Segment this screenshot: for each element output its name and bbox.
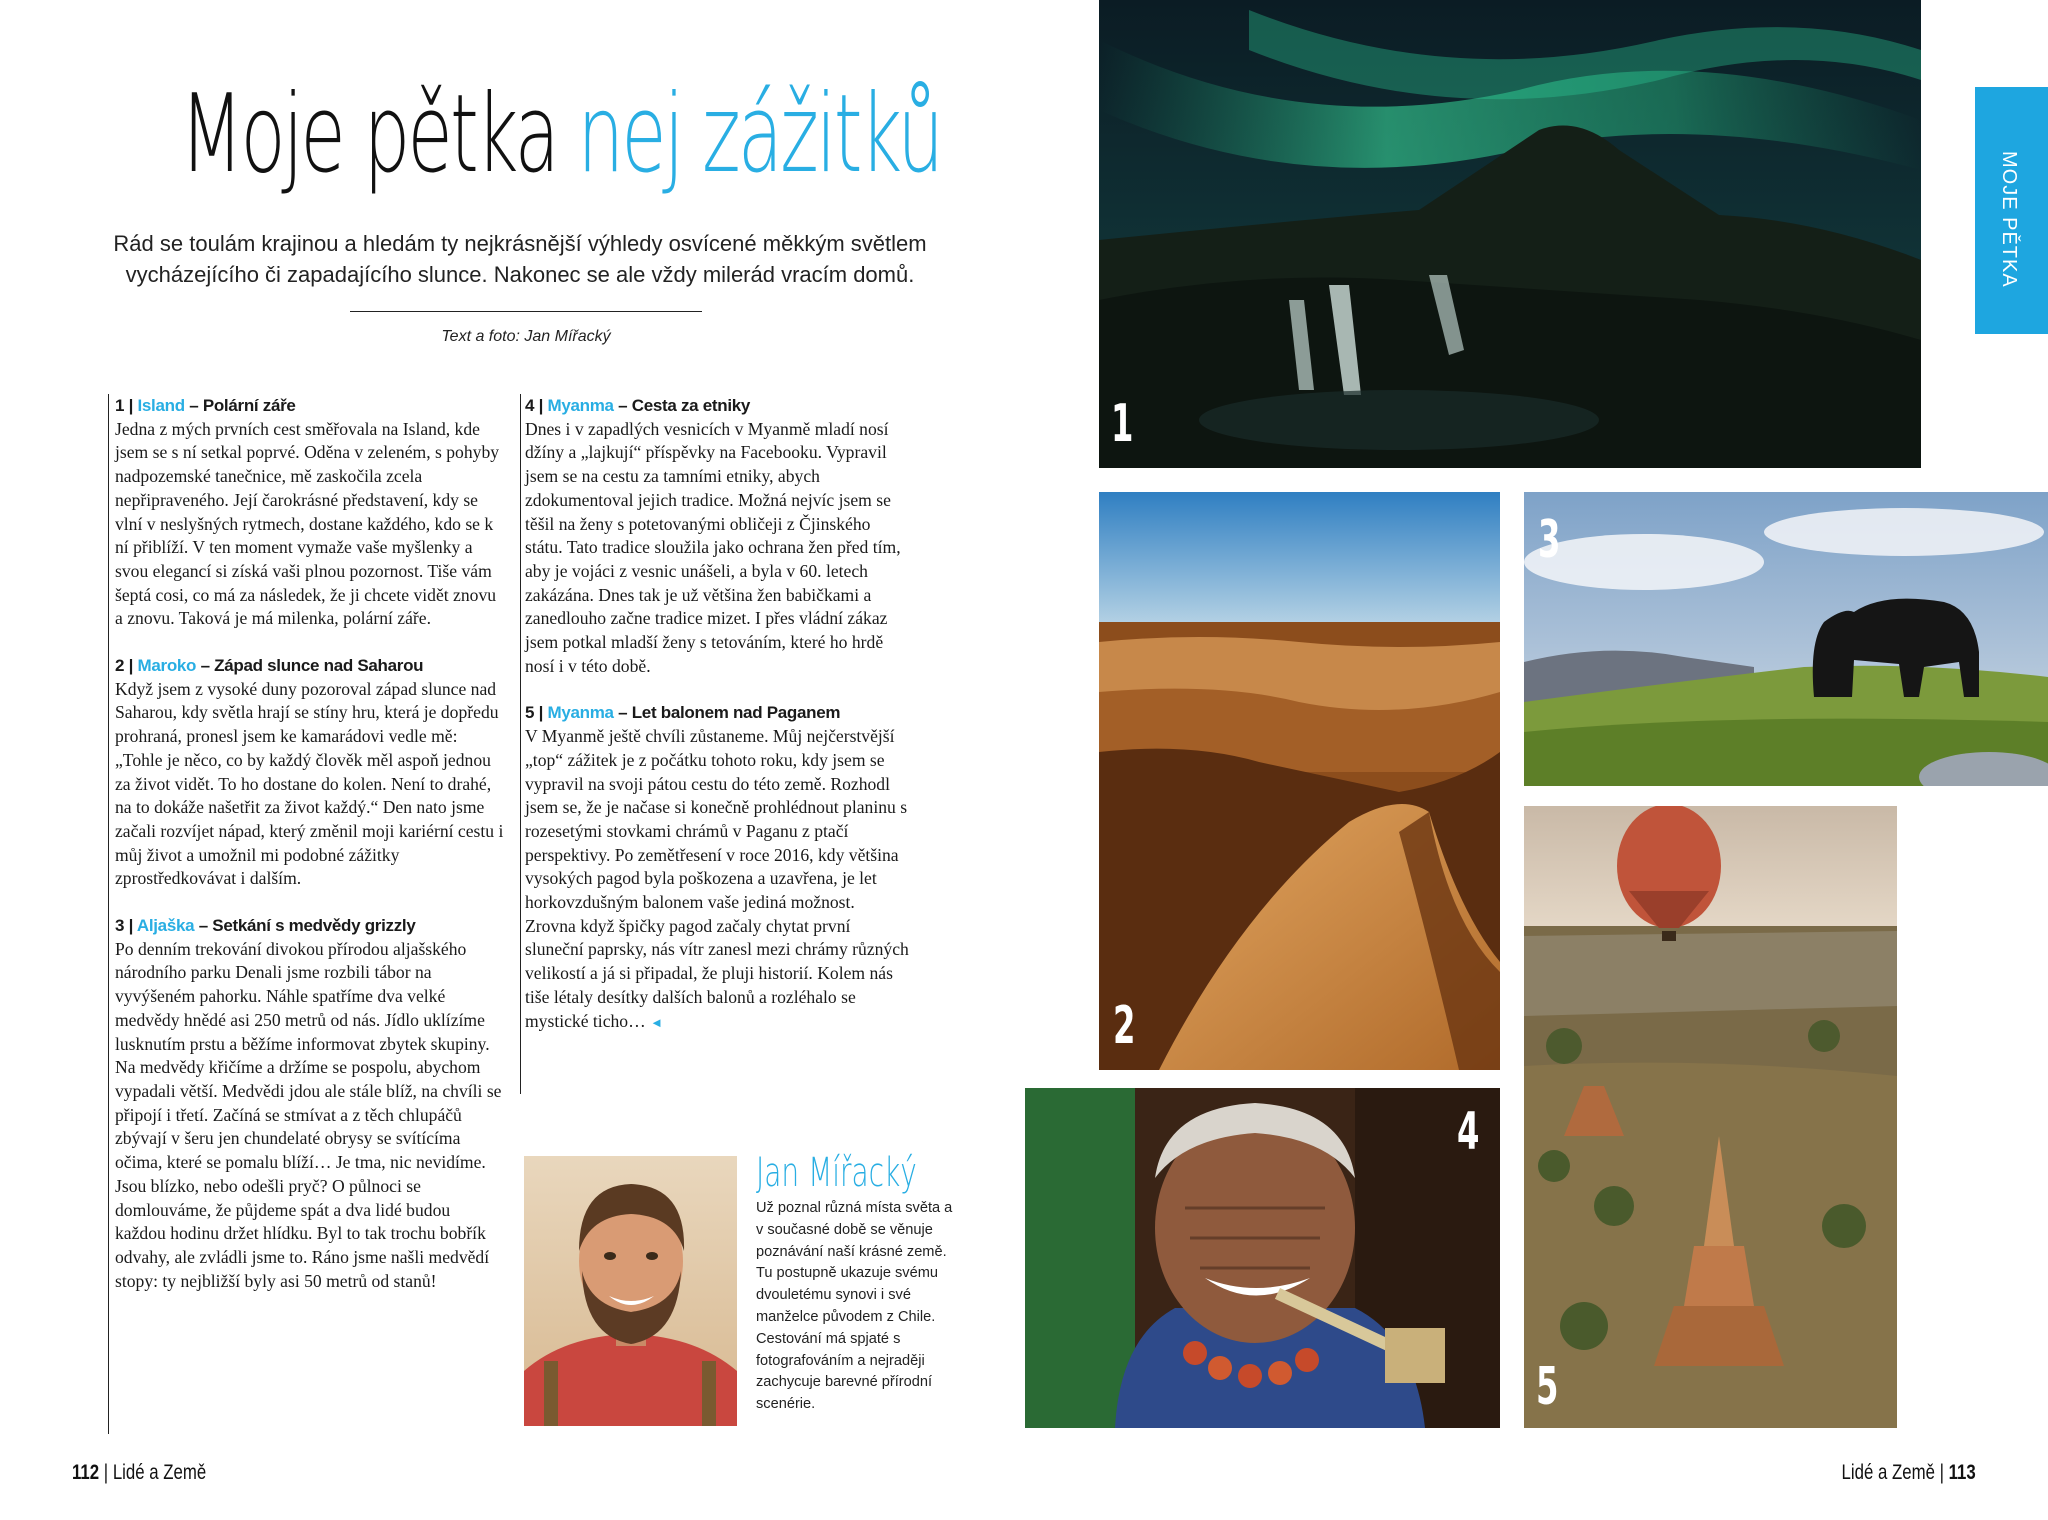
photo-number: 3 [1538, 510, 1561, 570]
section-number: 1 | [115, 396, 134, 415]
photo-sahara [1099, 492, 1500, 1070]
end-mark-icon: ◄ [650, 1014, 663, 1030]
author-portrait [524, 1156, 737, 1426]
divider [350, 311, 702, 312]
section-body: Po denním trekování divokou přírodou aljašského národního parku Denali jsme rozbili tábor na vyvýšeném pahorku. Náhle spatříme dva velké medvědy hnědé asi 250 metrů od nás. Jídlo uklízíme lusknutím prstu a běžíme informovat zbytek skupiny. Na medvědy křičíme a držíme se pospolu, abychom vypadali větší. Medvědi jdou ale stále blíž, na chvíli se připojí i třetí. Začíná se stmívat a z těch chlupáčů zbývají v šeru jen chundelaté obrysy se svítícíma očima, které se pomalu blíží… Je tma, nic nevidíme. Jsou blízko, nebo odešli pryč? O půlnoci se domlouváme, že půjdeme spát a dva lidé budou každou hodinu držet hlídku. Byl to tak trochu bobřík odvahy, ale zvládli jsme to. Ráno jsme našli medvědí stopy: ty nejbližší byly asi 50 metrů od stanů! [115, 938, 502, 1291]
section-country: Maroko [137, 656, 197, 676]
section-title: – Západ slunce nad Saharou [196, 656, 424, 676]
section-heading [115, 654, 505, 678]
section-body [525, 725, 910, 1034]
page-title [180, 70, 942, 200]
section-2 [115, 654, 505, 891]
section-heading [525, 701, 910, 725]
page-number-right: 113 [1948, 1461, 1976, 1484]
section-tab-label: MOJE PĚTKA [1998, 151, 2020, 288]
section-3 [115, 914, 505, 1293]
author-name: Jan Mířacký [756, 1150, 917, 1196]
lead-paragraph: Rád se toulám krajinou a hledám ty nejkrásnější výhledy osvícené měkkým světlem vycházejícího či zapadajícího slunce. Nakonec se ale vždy milerád vracím domů. [113, 231, 927, 287]
text-column-left [108, 394, 505, 1434]
section-body: Když jsem z vysoké duny pozoroval západ slunce nad Saharou, kdy světla hrají se stíny hru, která je dopředu prohraná, pronesl jsem ke kamarádovi vedle mě: „Tohle je něco, co by každý člověk měl aspoň jednou za život vidět. To ho dostane do kolen. Není to drahé, na to dokáže našetřit za život každý.“ Den nato jsme začali rozvíjet nápad, který změnil moji kariérní cestu i můj život a umožnil mi podobné zážitky zprostředkovávat i dalším. [115, 678, 504, 889]
section-4 [525, 394, 910, 678]
section-number: 2 | [115, 656, 134, 676]
section-number: 4 | [525, 396, 544, 415]
title-main: Moje pětka [180, 72, 557, 197]
section-number: 3 | [115, 916, 134, 936]
photo-aurora [1099, 0, 1921, 468]
footer-left [72, 1461, 206, 1485]
section-title: – Polární záře [184, 396, 296, 415]
photo-bear [1524, 492, 2048, 786]
section-title: – Setkání s medvědy grizzly [194, 916, 416, 936]
section-heading [115, 914, 505, 938]
section-country: Island [137, 396, 185, 415]
section-title: – Let balonem nad Paganem [613, 703, 841, 723]
section-country: Myanma [547, 396, 614, 415]
magazine-name-left: Lidé a Země [112, 1461, 207, 1484]
photo-number: 1 [1111, 394, 1134, 454]
photo-tattooed-woman [1025, 1088, 1500, 1428]
section-body: Dnes i v zapadlých vesnicích v Myanmě mladí nosí džíny a „lajkují“ příspěvky na Facebooku. Vypravil jsem se na cestu za tamními etniky, abych zdokumentoval jejich tradice. Možná nejvíc jsem se těšil na ženy s potetovanými obličeji z Čjinského státu. Tato tradice sloužila jako ochrana žen před tím, aby je vojáci z vesnic unášeli, a byla v 60. letech zakázána. Dnes tak je už většina žen babičkami a zanedlouho začne tradice mizet. I přes vládní zákaz jsem potkal mladší ženy s tetováním, které ho hrdě nosí i v této době. [525, 418, 901, 676]
section-1 [115, 394, 505, 631]
section-title: – Cesta za etniky [613, 396, 751, 415]
section-body: Jedna z mých prvních cest směřovala na Island, kde jsem se s ní setkal poprvé. Oděna v zeleném, s pohyby nadpozemské tanečnice, mě zaskočila zcela nepřipraveného. Její čarokrásné představení, kdy se vlní v neslyšných rytmech, dostane každého, kdo se k ní přiblíží. V ten moment vymaže vaše myšlenky a svou elegancí si získá vaši plnou pozornost. Tiše vám šeptá cosi, co má za následek, že ji chcete vidět znovu a znovu. Taková je má milenka, polární záře. [115, 418, 500, 629]
text-column-right [520, 394, 910, 1094]
section-5 [525, 701, 910, 1034]
section-country: Aljaška [136, 916, 195, 936]
photo-number: 5 [1536, 1357, 1559, 1417]
byline: Text a foto: Jan Mířacký [441, 328, 611, 345]
section-tab [1975, 87, 2048, 334]
page-number-left: 112 [72, 1461, 100, 1484]
footer-separator: | [1935, 1461, 1949, 1484]
title-accent: nej zážitků [577, 72, 942, 197]
section-heading [115, 394, 505, 418]
magazine-name-right: Lidé a Země [1841, 1461, 1936, 1484]
section-heading [525, 394, 910, 418]
section-country: Myanma [547, 703, 614, 723]
section-body-text: V Myanmě ještě chvíli zůstaneme. Můj nejčerstvější „top“ zážitek je z počátku tohoto roku, kdy jsem se vypravil na svoji pátou cestu do této země. Rozhodl jsem se, že je načase si konečně prohlédnout planinu s rozesetými stovkami chrámů v Paganu z ptačí perspektivy. Po zemětřesení v roce 2016, kdy většina vysokých pagod byla poškozena a uzavřena, je let horkovzdušným balonem vaše jediná možnost. Zrovna když špičky pagod začaly chytat první sluneční paprsky, nás vítr zanesl mezi chrámy různých velikostí a já si připadal, že pluji historií. Kolem nás tiše létaly desítky dalších balonů a rozléhalo se mystické ticho… [525, 726, 909, 1031]
author-bio: Už poznal různá místa světa a v současné době se věnuje poznávání naší krásné země. Tu postupně ukazuje svému dvouletému synovi i své manželce původem z Chile. Cestování má spjaté s fotografováním a nejraději zachycuje barevné přírodní scenérie. [756, 1200, 953, 1413]
photo-number: 2 [1113, 996, 1136, 1056]
photo-number: 4 [1457, 1102, 1480, 1162]
footer-separator: | [99, 1461, 113, 1484]
section-number: 5 | [525, 703, 544, 723]
photo-bagan-balloon [1524, 806, 1897, 1428]
footer-right [1842, 1461, 1976, 1485]
